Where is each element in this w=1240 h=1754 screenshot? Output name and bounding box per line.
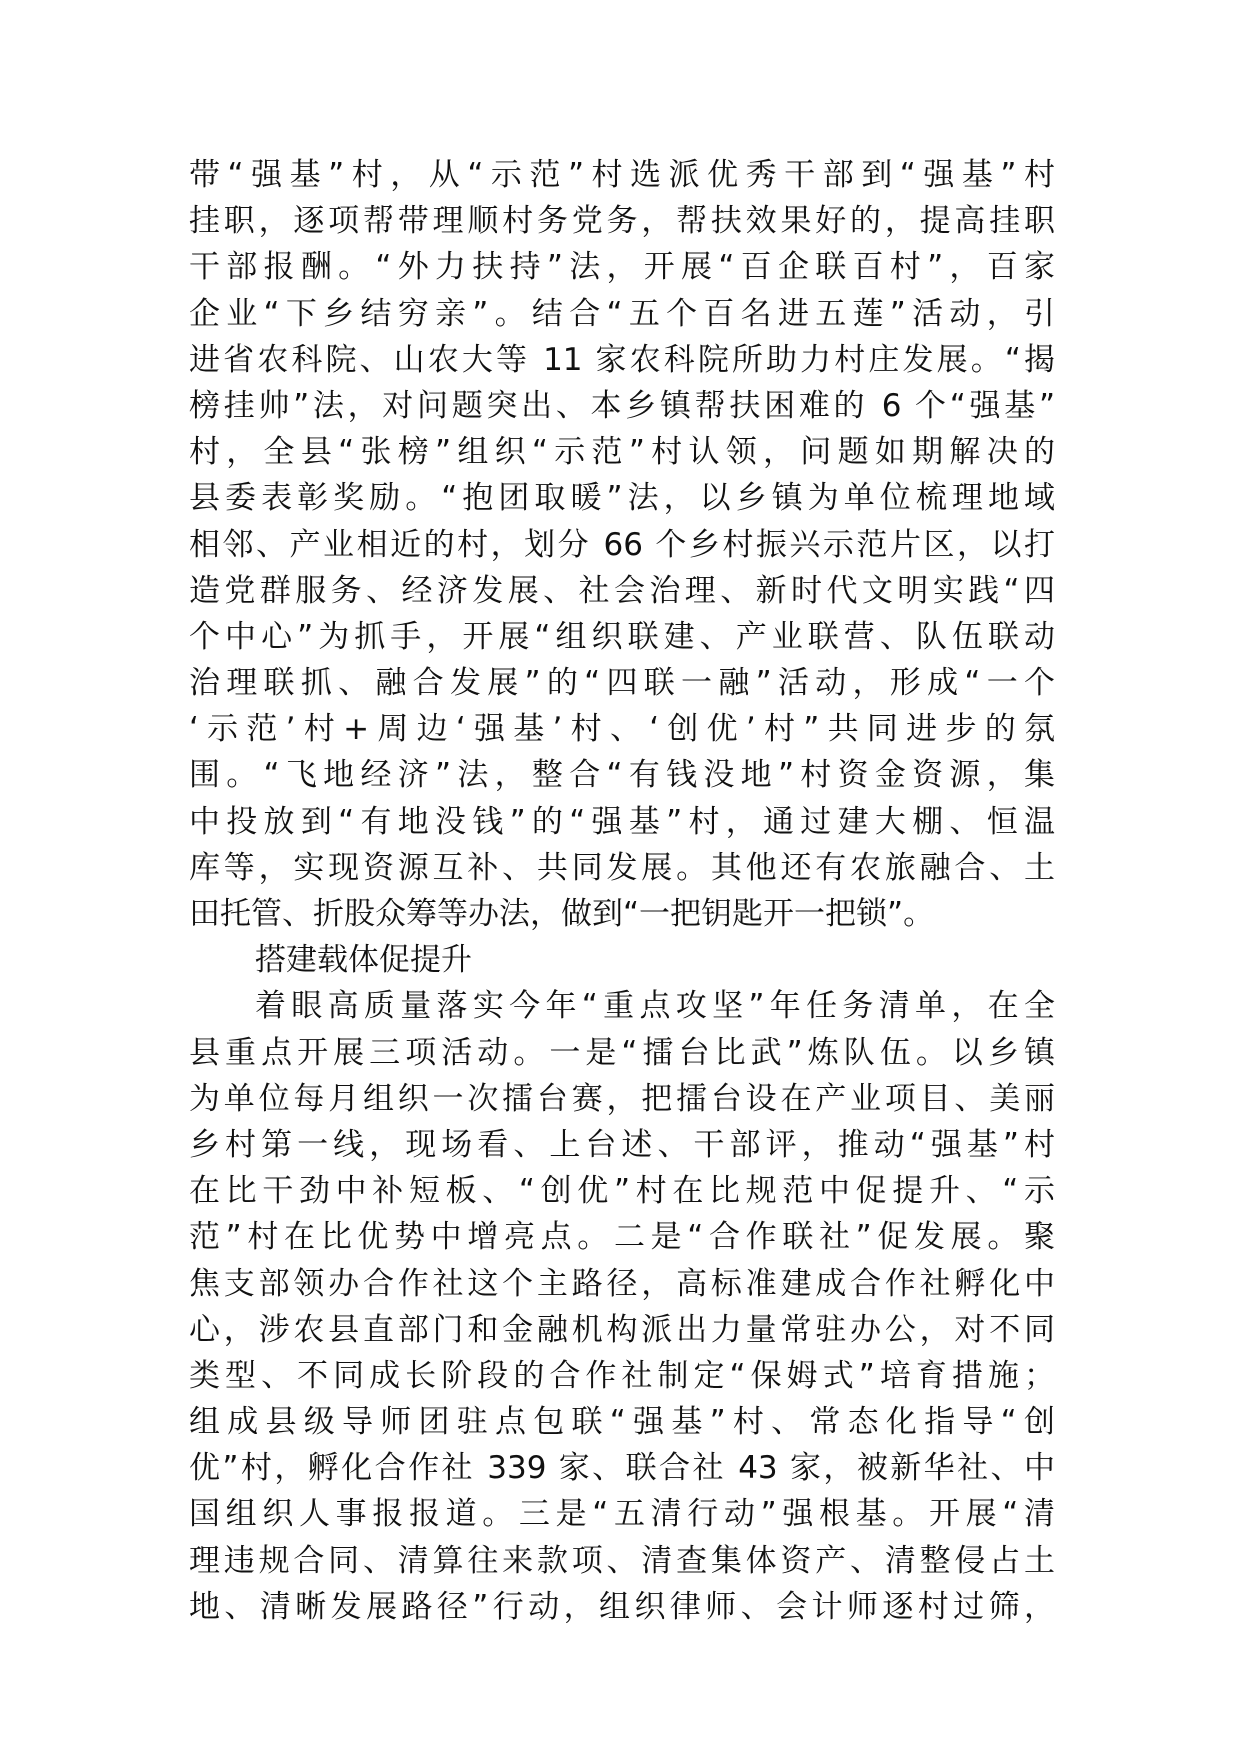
text-line: 着眼高质量落实今年“重点攻坚”年任务清单，在全 (255, 988, 1055, 1025)
text-line: 在比干劲中补短板、“创优”村在比规范中促提升、“示 (189, 1173, 1055, 1210)
text-line: 优”村，孵化合作社 339 家、联合社 43 家，被新华社、中 (189, 1450, 1055, 1487)
text-line: 国组织人事报报道。三是“五清行动”强根基。开展“清 (189, 1496, 1055, 1533)
text-line: 榜挂帅”法，对问题突出、本乡镇帮扶困难的 6 个“强基” (189, 387, 1055, 424)
text-line: 心，涉农县直部门和金融机构派出力量常驻办公，对不同 (189, 1311, 1055, 1348)
text-line: 地、清晰发展路径”行动，组织律师、会计师逐村过筛， (189, 1588, 1055, 1625)
text-line: 类型、不同成长阶段的合作社制定“保姆式”培育措施； (189, 1357, 1055, 1394)
text-line: 围。“飞地经济”法，整合“有钱没地”村资金资源，集 (189, 757, 1055, 794)
section-heading: 搭建载体促提升 (255, 942, 472, 979)
text-line: 理违规合同、清算往来款项、清查集体资产、清整侵占土 (189, 1542, 1055, 1579)
text-line: ‘示范’村+周边‘强基’村、‘创优’村”共同进步的氛 (189, 711, 1055, 748)
text-line: 治理联抓、融合发展”的“四联一融”活动，形成“一个 (189, 665, 1055, 702)
text-line: 库等，实现资源互补、共同发展。其他还有农旅融合、土 (189, 849, 1055, 886)
text-line: 田托管、折股众筹等办法，做到“一把钥匙开一把锁”。 (189, 896, 935, 932)
text-line: 相邻、产业相近的村，划分 66 个乡村振兴示范片区，以打 (189, 526, 1055, 563)
paragraph-2 (189, 983, 1055, 1630)
text-line: 中投放到“有地没钱”的“强基”村，通过建大棚、恒温 (189, 803, 1055, 840)
paragraph-1 (189, 152, 1055, 937)
text-line: 范”村在比优势中增亮点。二是“合作联社”促发展。聚 (189, 1219, 1055, 1256)
text-line: 造党群服务、经济发展、社会治理、新时代文明实践“四 (189, 572, 1055, 609)
text-line: 村，全县“张榜”组织“示范”村认领，问题如期解决的 (189, 434, 1055, 471)
text-line: 个中心”为抓手，开展“组织联建、产业联营、队伍联动 (189, 618, 1055, 655)
text-line: 为单位每月组织一次擂台赛，把擂台设在产业项目、美丽 (189, 1080, 1055, 1117)
text-line: 县重点开展三项活动。一是“擂台比武”炼队伍。以乡镇 (189, 1034, 1055, 1071)
text-line: 干部报酬。“外力扶持”法，开展“百企联百村”，百家 (189, 249, 1055, 286)
text-line: 乡村第一线，现场看、上台述、干部评，推动“强基”村 (189, 1126, 1055, 1163)
text-line: 县委表彰奖励。“抱团取暖”法，以乡镇为单位梳理地域 (189, 480, 1055, 517)
text-line: 企业“下乡结穷亲”。结合“五个百名进五莲”活动，引 (189, 295, 1055, 332)
text-line: 挂职，逐项帮带理顺村务党务，帮扶效果好的，提高挂职 (189, 203, 1055, 240)
text-line: 焦支部领办合作社这个主路径，高标准建成合作社孵化中 (189, 1265, 1055, 1302)
text-line: 进省农科院、山农大等 11 家农科院所助力村庄发展。“揭 (189, 341, 1055, 378)
document-page (189, 152, 1055, 1630)
text-line: 组成县级导师团驻点包联“强基”村、常态化指导“创 (189, 1404, 1055, 1441)
text-line: 带“强基”村，从“示范”村选派优秀干部到“强基”村 (189, 157, 1055, 193)
